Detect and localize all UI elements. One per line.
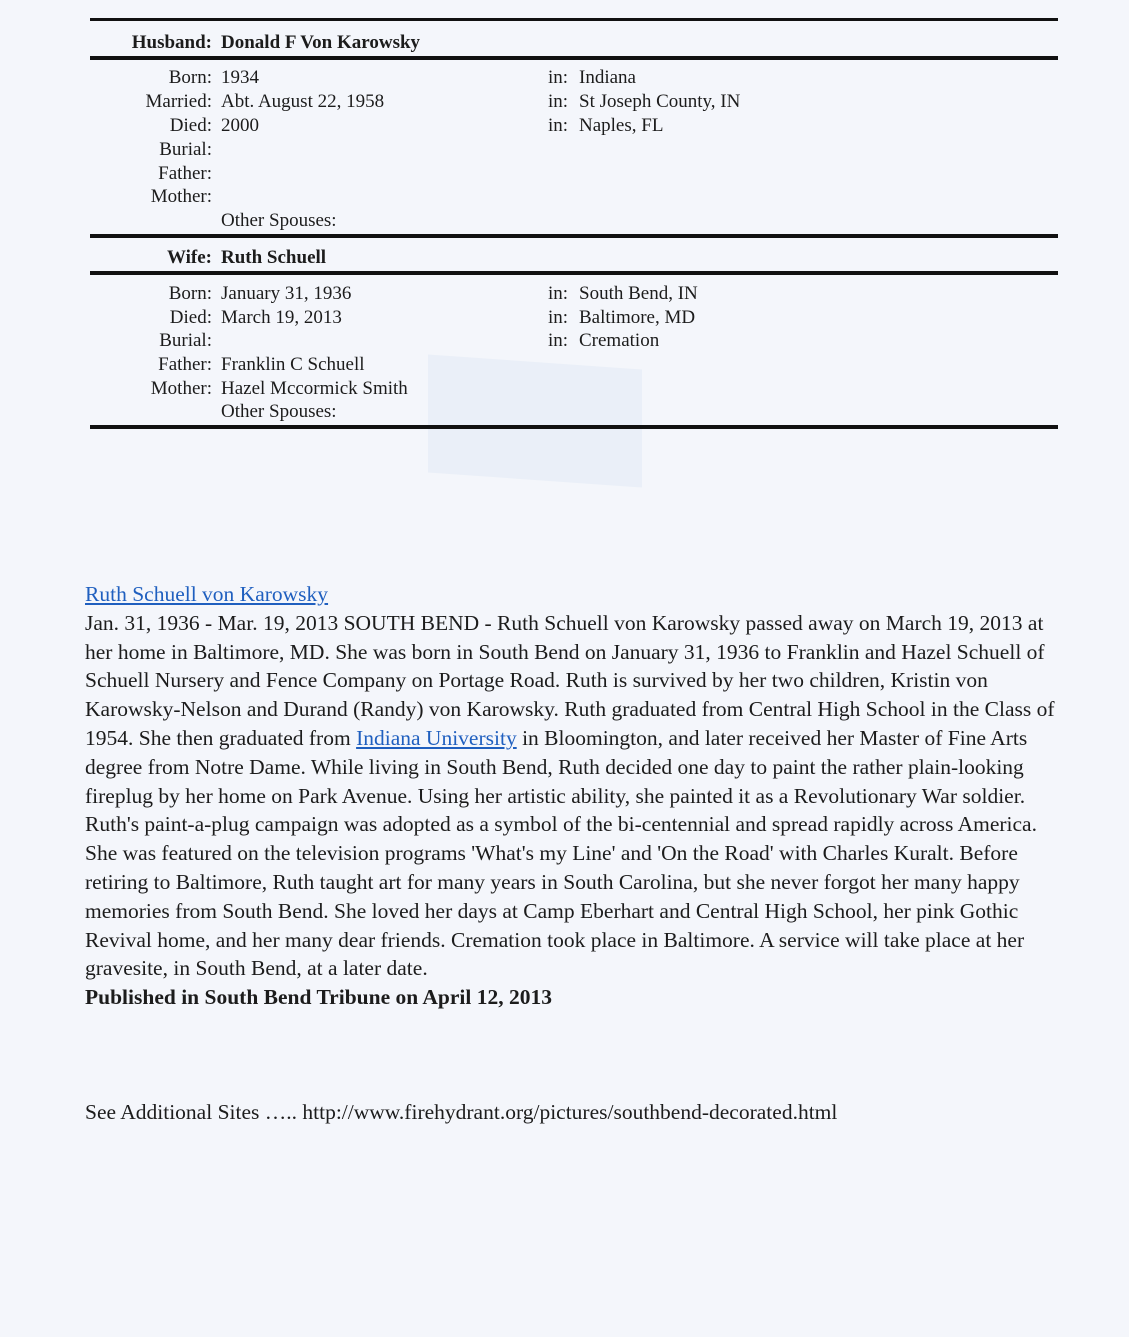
place-value: Indiana [579, 67, 636, 88]
field-value: Hazel Mccormick Smith [221, 378, 408, 399]
field-label: Died: [169, 307, 212, 328]
field-label: Born: [168, 283, 212, 304]
field-value: March 19, 2013 [221, 307, 342, 328]
obituary [85, 580, 1060, 1012]
place-label: in: [548, 115, 569, 136]
obituary-title-link[interactable]: Ruth Schuell von Karowsky [85, 582, 329, 606]
wife-other-spouses: Other Spouses: [221, 401, 337, 422]
husband-other-spouses: Other Spouses: [221, 210, 337, 231]
husband-rule [90, 56, 1058, 60]
top-rule [90, 18, 1058, 21]
husband-born-row [90, 67, 1058, 91]
field-value: Abt. August 22, 1958 [221, 91, 385, 112]
field-label: Burial: [159, 330, 212, 351]
place-label: in: [548, 67, 569, 88]
field-label: Mother: [150, 186, 212, 207]
wife-top-rule [90, 234, 1058, 238]
place-value: Baltimore, MD [579, 307, 696, 328]
field-label: Died: [169, 115, 212, 136]
wife-bottom-rule [90, 425, 1058, 429]
husband-mother-row [90, 186, 1058, 210]
place-label: in: [548, 283, 569, 304]
wife-father-row [90, 354, 1058, 378]
obituary-text-2: in Bloomington, and later received her Master of Fine Arts degree from Notre Dame. While living in South Bend, Ruth decided one day to paint the rather plain-looking fireplug by her home on Park Avenue. Using her artistic ability, she painted it as a Revolutionary War soldier. Ruth's paint-a-plug campaign was adopted as a symbol of the bi-centennial and spread rapidly across America. She was featured on the television programs 'What's my Line' and 'On the Road' with Charles Kuralt. Before retiring to Baltimore, Ruth taught art for many years in South Carolina, but she never forgot her many happy memories from South Bend. She loved her days at Camp Eberhart and Central High School, her pink Gothic Revival home, and her many dear friends. Cremation took place in Baltimore. A service will take place at her gravesite, in South Bend, at a later date. [85, 725, 1037, 981]
husband-died-row [90, 115, 1058, 139]
field-value: January 31, 1936 [221, 283, 352, 304]
field-value: 2000 [221, 115, 259, 136]
indiana-university-link[interactable]: Indiana University [356, 725, 517, 750]
wife-name: Ruth Schuell [221, 247, 327, 268]
place-label: in: [548, 307, 569, 328]
wife-rule [90, 271, 1058, 275]
wife-died-row [90, 307, 1058, 331]
place-label: in: [548, 330, 569, 351]
place-value: St Joseph County, IN [579, 91, 741, 112]
field-label: Born: [168, 67, 212, 88]
field-label: Married: [145, 91, 212, 112]
place-label: in: [548, 91, 569, 112]
wife-born-row [90, 283, 1058, 307]
field-label: Mother: [150, 378, 212, 399]
field-value: 1934 [221, 67, 259, 88]
field-label: Burial: [159, 139, 212, 160]
husband-married-row [90, 91, 1058, 115]
additional-sites: See Additional Sites ….. http://www.firehydrant.org/pictures/southbend-decorated.html [85, 1100, 838, 1124]
husband-name: Donald F Von Karowsky [221, 32, 421, 53]
obituary-text-1: Jan. 31, 1936 - Mar. 19, 2013 SOUTH BEND - Ruth Schuell von Karowsky passed away on March 19, 2013 at her home in Baltimore, MD. She was born in South Bend on January 31, 1936 to Franklin and Hazel Schuell of Schuell Nursery and Fence Company on Portage Road. Ruth is survived by her two children, Kristin von Karowsky-Nelson and Durand (Randy) von Karowsky. Ruth graduated from Central High School in the Class of 1954. She then graduated from [85, 610, 1055, 750]
field-value: Franklin C Schuell [221, 354, 365, 375]
place-value: South Bend, IN [579, 283, 698, 304]
published-line: Published in South Bend Tribune on April 12, 2013 [85, 985, 552, 1010]
wife-mother-row [90, 378, 1058, 402]
field-label: Father: [158, 354, 212, 375]
field-label: Father: [158, 163, 212, 184]
place-value: Cremation [579, 330, 660, 351]
place-value: Naples, FL [579, 115, 664, 136]
wife-burial-row [90, 330, 1058, 354]
husband-father-row [90, 163, 1058, 187]
wife-label: Wife: [166, 247, 212, 268]
husband-burial-row [90, 139, 1058, 163]
husband-label: Husband: [131, 32, 212, 53]
